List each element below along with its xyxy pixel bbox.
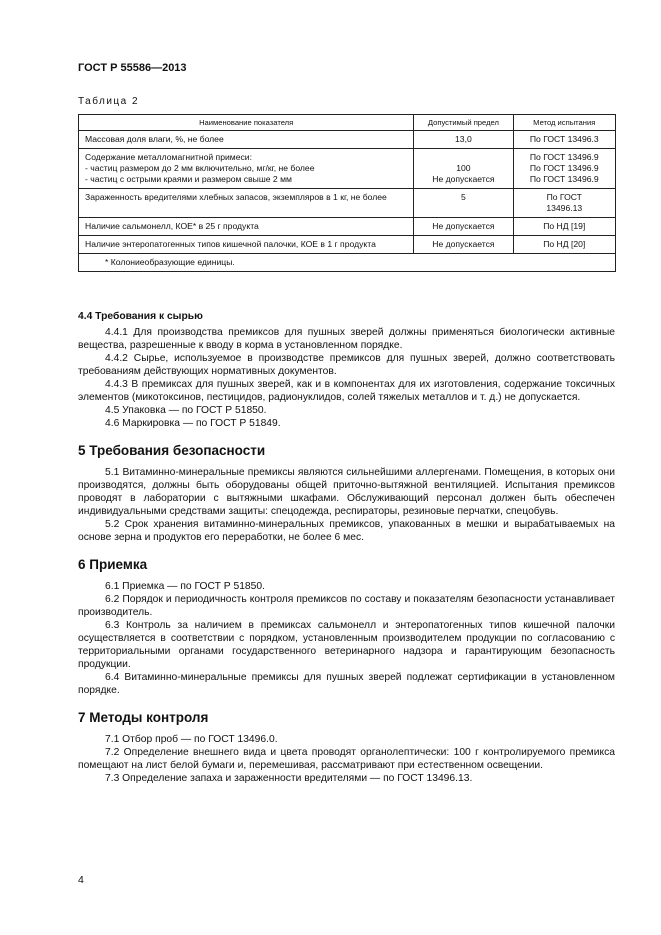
section-heading: 6 Приемка — [78, 557, 148, 572]
paragraph: 6.3 Контроль за наличием в премиксах сальмонелл и энтеропатогенных типов кишечной палочки осуществляется в соответствии с порядком, установленным производителем продукции по согласованию с территориальными органами государственного ветеринарного надзора и гарантирующим безопасность продукции. — [78, 620, 615, 670]
table-row — [79, 236, 616, 254]
paragraph: 7.1 Отбор проб — по ГОСТ 13496.0. — [105, 734, 278, 745]
paragraph: 7.3 Определение запаха и зараженности вредителями — по ГОСТ 13496.13. — [105, 773, 473, 784]
table-caption: Таблица 2 — [78, 96, 140, 107]
requirements-table — [78, 114, 616, 272]
cell-text: Массовая доля влаги, %, не более — [85, 134, 224, 144]
document-body — [78, 310, 615, 785]
paragraph: 6.4 Витаминно-минеральные премиксы для пушных зверей подлежат сертификации в установленном порядке. — [78, 672, 615, 696]
cell-limit — [414, 236, 513, 254]
cell-text: - частиц с острыми краями и размером свыше 2 мм — [85, 174, 292, 184]
header-indicator-name: Наименование показателя — [79, 115, 414, 131]
paragraph: 4.4.2 Сырье, используемое в производстве премиксов для пушных зверей, должно соответствовать требованиям действующих нормативных документов. — [78, 353, 615, 377]
section-heading: 4.4 Требования к сырью — [78, 311, 203, 322]
cell-text: Наличие сальмонелл, КОЕ* в 25 г продукта — [85, 221, 259, 231]
cell-limit — [414, 189, 513, 218]
document-header: ГОСТ Р 55586—2013 — [78, 62, 187, 74]
cell-name — [79, 218, 414, 236]
table-footnote-row — [79, 254, 616, 272]
cell-text: По ГОСТ 13496.9 — [529, 174, 599, 184]
paragraph: 4.6 Маркировка — по ГОСТ Р 51849. — [105, 418, 281, 429]
table-row — [79, 149, 616, 189]
table-row — [79, 131, 616, 149]
cell-method — [513, 131, 615, 149]
cell-text: - частиц размером до 2 мм включительно, мг/кг, не более — [85, 163, 315, 173]
paragraph: 5.1 Витаминно-минеральные премиксы являются сильнейшими аллергенами. Помещения, в которых они производятся, должны быть оборудованы общей приточно-вытяжной вентиляцией. Испытания премиксов проводят в лаборатории с вытяжными шкафами. Обслуживающий персонал должен быть обеспечен индивидуальными средствами защиты: спецодежда, респираторы, резиновые перчатки, спецобувь. — [78, 467, 615, 517]
cell-text: По НД [19] — [543, 221, 586, 231]
cell-text: Не допускается — [432, 239, 495, 249]
paragraph: 4.4.3 В премиксах для пушных зверей, как и в компонентах для их изготовления, содержание токсичных элементов (микотоксинов, пестицидов, радионуклидов, солей тяжелых металлов и т. д.) не допускается. — [78, 379, 615, 403]
cell-text: Не допускается — [432, 174, 495, 184]
cell-method — [513, 218, 615, 236]
cell-text: Наличие энтеропатогенных типов кишечной палочки, КОЕ в 1 г продукта — [85, 239, 376, 249]
table-row — [79, 189, 616, 218]
page-number: 4 — [78, 874, 84, 886]
cell-text: 100 — [456, 163, 471, 173]
cell-name — [79, 131, 414, 149]
paragraph: 6.1 Приемка — по ГОСТ Р 51850. — [105, 581, 265, 592]
cell-text: По НД [20] — [543, 239, 586, 249]
cell-text: По ГОСТ 13496.3 — [529, 134, 599, 144]
cell-name — [79, 189, 414, 218]
paragraph: 6.2 Порядок и периодичность контроля премиксов по составу и показателям безопасности устанавливает производитель. — [78, 594, 615, 618]
cell-text: По ГОСТ — [546, 192, 582, 202]
cell-method — [513, 189, 615, 218]
paragraph: 4.4.1 Для производства премиксов для пушных зверей должны применяться биологически активные вещества, разрешенные к вводу в корма в установленном порядке. — [78, 327, 615, 351]
cell-name — [79, 236, 414, 254]
cell-text: Зараженность вредителями хлебных запасов, экземпляров в 1 кг, не более — [85, 192, 387, 202]
cell-text: Не допускается — [432, 221, 495, 231]
cell-limit — [414, 131, 513, 149]
paragraph: 7.2 Определение внешнего вида и цвета проводят органолептически: 100 г контролируемого премикса помещают на лист белой бумаги и, перемешивая, рассматривают при естественном освещении. — [78, 747, 615, 771]
table-footnote: * Колониеобразующие единицы. — [79, 254, 616, 272]
cell-text: По ГОСТ 13496.9 — [529, 163, 599, 173]
cell-text: 13496.13 — [546, 203, 583, 213]
section-heading: 5 Требования безопасности — [78, 443, 266, 458]
cell-method — [513, 149, 615, 189]
cell-name — [79, 149, 414, 189]
paragraph: 4.5 Упаковка — по ГОСТ Р 51850. — [105, 405, 267, 416]
header-limit: Допустимый предел — [414, 115, 513, 131]
cell-text: По ГОСТ 13496.9 — [529, 152, 599, 162]
cell-text: Содержание металломагнитной примеси: — [85, 152, 252, 162]
cell-method — [513, 236, 615, 254]
cell-text: 13,0 — [455, 134, 472, 144]
cell-text: 5 — [461, 192, 466, 202]
header-test-method: Метод испытания — [513, 115, 615, 131]
section-heading: 7 Методы контроля — [78, 710, 209, 725]
table-header-row — [79, 115, 616, 131]
cell-limit — [414, 149, 513, 189]
paragraph: 5.2 Срок хранения витаминно-минеральных премиксов, упакованных в мешки и вырабатываемых на основе зерна и продуктов его переработки, не более 6 мес. — [78, 519, 615, 543]
cell-limit — [414, 218, 513, 236]
table-row — [79, 218, 616, 236]
cell-spacer — [420, 152, 506, 163]
